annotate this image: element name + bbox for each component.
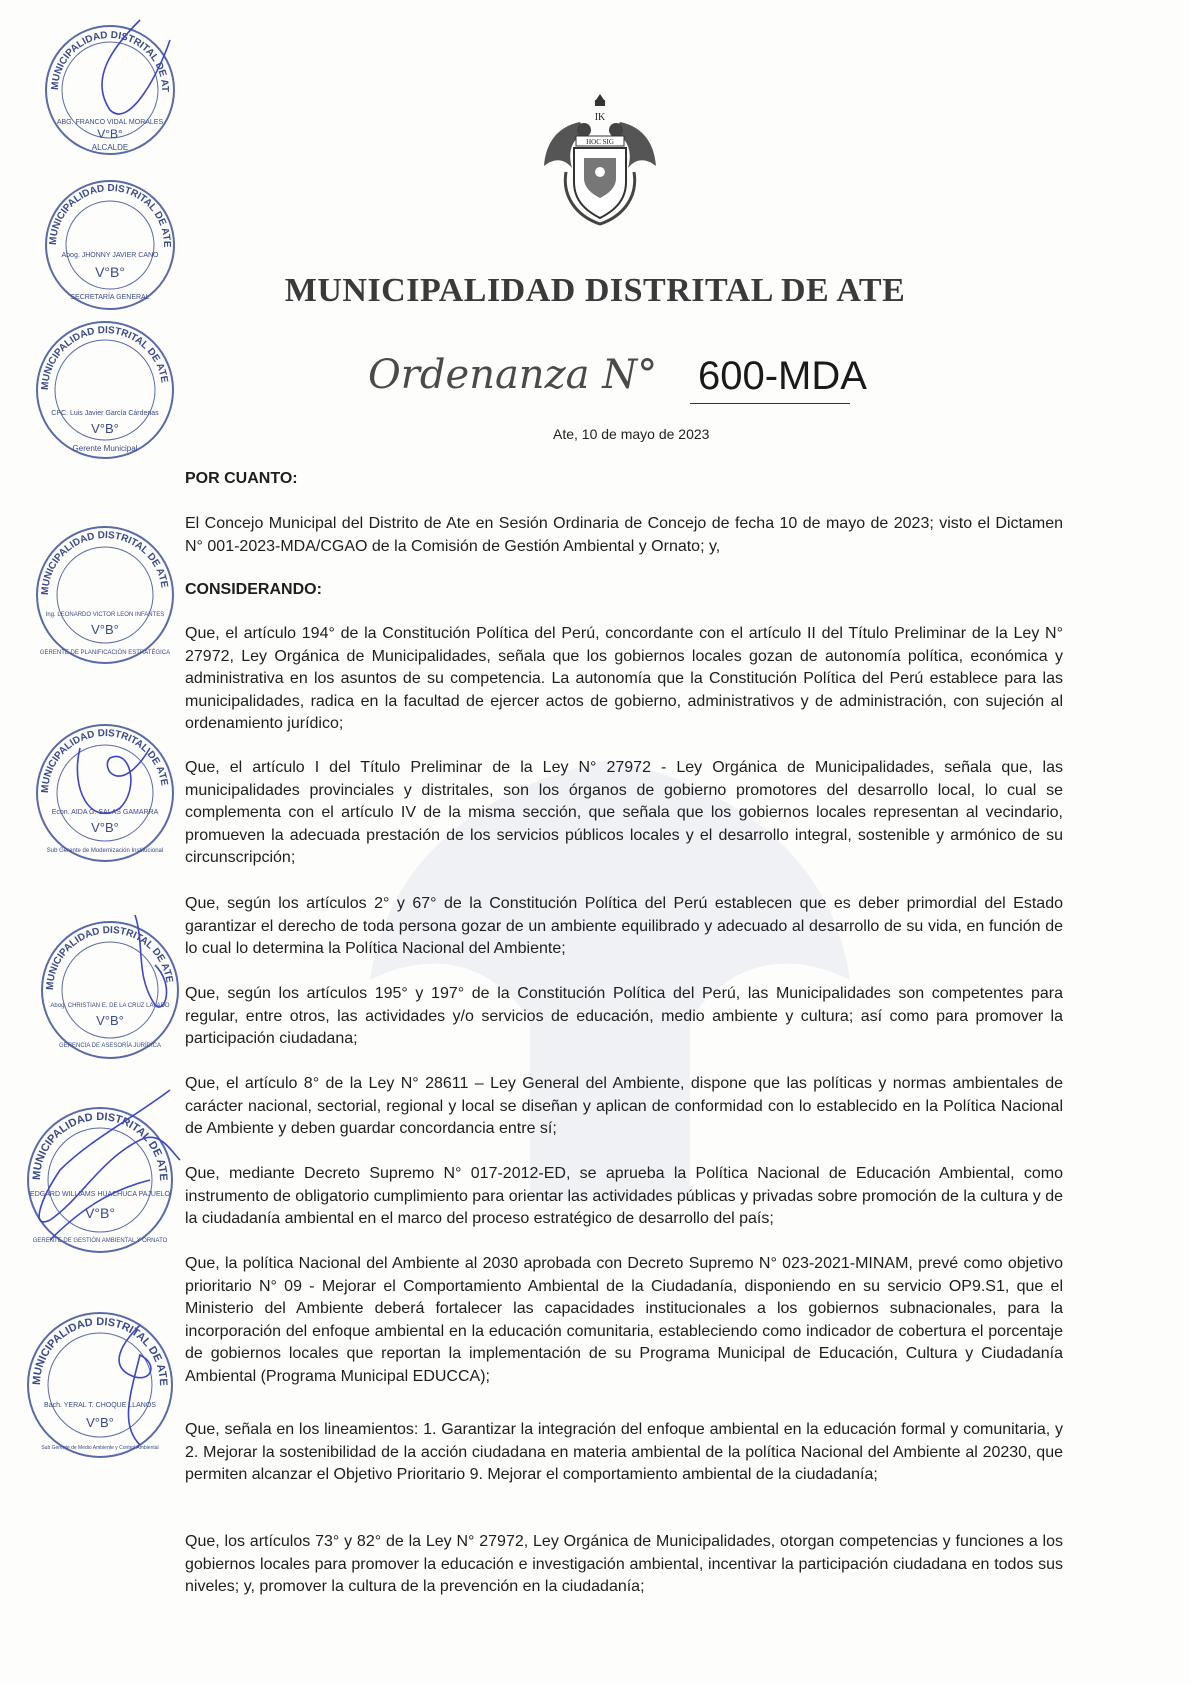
heading-por-cuanto: POR CUANTO: — [185, 470, 298, 487]
stamp-modernizacion — [30, 718, 180, 873]
stamp-ring-text: MUNICIPALIDAD DISTRITAL DE ATE — [39, 529, 170, 596]
signature-mark — [20, 1080, 190, 1260]
stamp-vb: V°B° — [85, 1205, 115, 1221]
institution-title: MUNICIPALIDAD DISTRITAL DE ATE — [284, 272, 906, 309]
svg-text:MUNICIPALIDAD DISTRITAL DE ATE — [40, 325, 170, 390]
stamp-name: Econ. AIDA G. SALAS GAMARRA — [51, 809, 159, 816]
ordinance-number: 600-MDA — [698, 354, 867, 398]
stamp-alcalde — [36, 12, 180, 165]
stamp-vb: V°B° — [96, 1013, 124, 1028]
ordinance-underline — [690, 403, 850, 404]
paragraph-1: Que, el artículo 194° de la Constitución Política del Perú, concordante con el artículo II del Título Preliminar de la Ley N° 27972, Ley Orgánica de Municipalidades, señala que los gobiernos locales gozan de autonomía política, económica y administrativa en los asuntos de su competencia. La autonomía que la Constitución Política del Perú establece para las municipalidades, radica en la facultad de ejercer actos de gobierno, administrativos y de administración, con sujeción al ordenamiento jurídico; — [185, 625, 1063, 732]
stamp-name: ABG. FRANCO VIDAL MORALES — [56, 119, 164, 126]
stamp-role: GERENCIA DE ASESORÍA JURÍDICA — [58, 1043, 162, 1049]
ordinance-word: Ordenanza N° — [368, 352, 658, 398]
crest-text-band: HOC SIG — [586, 138, 614, 146]
stamp-gestion-ambiental — [20, 1100, 180, 1265]
stamp-ring-text: MUNICIPALIDAD DISTRITAL DE ATE — [47, 182, 173, 248]
paragraph-3: Que, según los artículos 2° y 67° de la Constitución Política del Perú establecen que es deber primordial del Estado garantizar el derecho de toda persona gozar de un ambiente equilibrado y adecuado al desarrollo de su vida, en función de lo cual lo determina la Política Nacional del Ambiente; — [185, 895, 1063, 957]
stamp-vb: V°B° — [91, 421, 119, 436]
signature-mark — [60, 728, 180, 838]
stamp-vb: V°B° — [95, 264, 125, 280]
svg-text:MUNICIPALIDAD DISTRITAL DE ATE — [40, 530, 170, 595]
stamp-medio-ambiente — [20, 1305, 180, 1470]
heading-considerando: CONSIDERANDO: — [185, 581, 322, 598]
stamp-vb: V°B° — [97, 127, 123, 141]
stamp-vb: V°B° — [91, 622, 119, 637]
document-date: Ate, 10 de mayo de 2023 — [553, 426, 710, 442]
stamp-role: ALCALDE — [91, 143, 129, 152]
stamp-ring-text: MUNICIPALIDAD DISTRITAL DE ATE — [36, 12, 171, 93]
stamp-ring-text: MUNICIPALIDAD DISTRITAL DE ATE — [39, 727, 170, 794]
signature-mark — [50, 10, 210, 150]
stamp-asesoria-juridica — [35, 915, 185, 1070]
paragraph-4: Que, según los artículos 195° y 197° de la Constitución Política del Perú, las Municipalidades son competentes para regular, entre otros, las actividades y/o servicios de educación, medio ambiente y cultura; así como para promover la participación ciudadana; — [185, 985, 1063, 1047]
stamp-ring-text: MUNICIPALIDAD DISTRITAL DE ATE — [30, 1110, 170, 1182]
stamp-secretaria-general — [40, 175, 180, 320]
stamp-ring-text: MUNICIPALIDAD DISTRITAL DE ATE — [44, 924, 175, 991]
paragraph-2: Que, el artículo I del Título Preliminar de la Ley N° 27972 - Ley Orgánica de Municipalidades, señala que, las municipalidades provinciales y distritales, son los órganos de gobierno promotores del desarrollo local, lo cual se complementa con el artículo IV de la misma sección, que señala que los gobiernos locales representan al vecindario, promueven la adecuada prestación de los servicios públicos locales y el desarrollo integral, sostenible y armónico de su circunscripción; — [185, 759, 1063, 866]
paragraph-9: Que, los artículos 73° y 82° de la Ley N° 27972, Ley Orgánica de Municipalidades, otorgan competencias y funciones a los gobiernos locales para promover la educación e investigación ambiental, incentivar la participación ciudadana en todos sus niveles; y, promover la cultura de la prevención en la ciudadanía; — [185, 1533, 1063, 1595]
coat-of-arms-logo — [540, 92, 660, 232]
signature-mark — [115, 905, 235, 1045]
paragraph-5: Que, el artículo 8° de la Ley N° 28611 – Ley General del Ambiente, dispone que las políticas y normas ambientales de carácter nacional, sectorial, regional y local se diseñan y aplican de conformidad con lo establecido en la Política Nacional de Ambiente y deben guardar concordancia entre sí; — [185, 1075, 1063, 1137]
stamp-name: Ing. LEONARDO VICTOR LEON INFANTES — [45, 612, 165, 618]
stamp-name: Abog. CHRISTIAN E. DE LA CRUZ LAVADO — [50, 1003, 170, 1009]
stamp-name: Abog. JHONNY JAVIER CANO — [61, 252, 159, 259]
stamp-name: EDGARD WILLIAMS HUACHUCA PAJUELO — [30, 1191, 170, 1198]
stamp-vb: V°B° — [91, 820, 119, 835]
stamp-role: Sub Gerente de Medio Ambiente y Control Ambiental — [41, 1445, 159, 1451]
stamp-role: GERENTE DE GESTIÓN AMBIENTAL Y ORNATO — [32, 1238, 168, 1244]
stamp-role: SECRETARÍA GENERAL — [70, 294, 150, 301]
stamp-name: CPC. Luis Javier García Cárdenas — [51, 410, 159, 417]
paragraph-6: Que, mediante Decreto Supremo N° 017-2012-ED, se aprueba la Política Nacional de Educación Ambiental, como instrumento de obligatorio cumplimiento para orientar las actividades públicas y privadas sobre promoción de la cultura y de la ciudadanía ambiental en el marco del proceso estratégico de desarrollo del país; — [185, 1165, 1063, 1227]
signature-mark — [80, 1305, 200, 1465]
stamp-ring-text: MUNICIPALIDAD DISTRITAL DE ATE — [30, 1315, 170, 1387]
intro-paragraph: El Concejo Municipal del Distrito de Ate en Sesión Ordinaria de Concejo de fecha 10 de mayo de 2023; visto el Dictamen N° 001-2023-MDA/CGAO de la Comisión de Gestión Ambiental y Ornato; y, — [185, 515, 1063, 555]
stamp-name: Bach. YERAL T. CHOQUE LLANOS — [44, 1402, 156, 1409]
stamp-role: GERENTE DE PLANIFICACIÓN ESTRATÉGICA — [39, 650, 171, 656]
stamp-vb: V°B° — [86, 1415, 114, 1430]
crest-text-top: IK — [594, 112, 606, 123]
stamp-role: Sub Gerente de Modernización Institucional — [46, 848, 164, 854]
stamp-gerente-municipal — [30, 315, 180, 470]
stamp-role: Gerente Municipal — [72, 444, 138, 453]
paragraph-8: Que, señala en los lineamientos: 1. Garantizar la integración del enfoque ambiental en la educación formal y comunitaria, y 2. Mejorar la sostenibilidad de la acción ciudadana en materia ambiental de la política Nacional del Ambiente al 20230, que permiten alcanzar el Objetivo Prioritario 9. Mejorar el comportamiento ambiental de la ciudadanía; — [185, 1421, 1063, 1483]
stamp-ring-text: MUNICIPALIDAD DISTRITAL DE ATE — [39, 324, 170, 391]
stamp-planificacion — [30, 520, 180, 675]
paragraph-7: Que, la política Nacional del Ambiente al 2030 aprobada con Decreto Supremo N° 023-2021-MINAM, prevé como objetivo prioritario N° 09 - Mejorar el Comportamiento Ambiental de la Ciudadanía, disponiendo en su servicio OP9.S1, que el Ministerio del Ambiente deberá fortalecer las capacidades institucionales a los gobiernos subnacionales, para la incorporación del enfoque ambiental en la educación comunitaria, estableciendo como indicador de cobertura el porcentaje de gobiernos locales que reportan la implementación de su Programa Municipal de Educación, Cultura y Ciudadanía Ambiental (Programa Municipal EDUCCA); — [185, 1255, 1063, 1385]
